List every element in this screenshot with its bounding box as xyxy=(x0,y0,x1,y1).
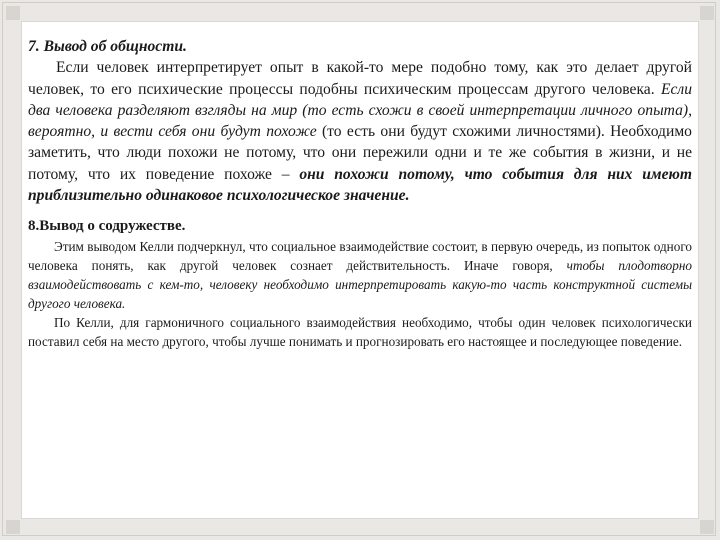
corner-decoration xyxy=(700,6,714,20)
section-paragraph: По Келли, для гармоничного социального взаимодействия необходимо, чтобы один человек психологически поставил себя на место другого, чтобы лучше понимать и прогнозировать его настоящее и последующее поведение. xyxy=(28,315,692,350)
corner-decoration xyxy=(6,6,20,20)
section-heading: 7. Вывод об общности. xyxy=(28,38,187,55)
slide xyxy=(22,22,698,518)
italic-run: чтобы плодотворно взаимодействовать с кем-то, человеку необходимо интерпретировать какую-то часть конструктной системы другого человека. xyxy=(28,258,693,312)
section-heading: 8.Вывод о содружестве. xyxy=(28,218,186,235)
text-run: (то есть они будут схожими личностями). Необходимо заметить, что люди похожи не потому, что они пережили одни и те же события в жизни, и не потому, что их поведение похоже – xyxy=(28,123,692,183)
text-run: Этим выводом Келли подчеркнул, что социальное взаимодействие состоит, в первую очередь, из попыток одного человека понять, как другой человек сознает действительность. Иначе говоря, xyxy=(28,239,692,274)
section-community xyxy=(28,36,692,206)
italic-run: Если два человека разделяют взгляды на мир (то есть схожи в своей интерпретации личного опыта), вероятно, и вести себя они будут похоже xyxy=(28,80,692,141)
bold-italic-run: они похожи потому, что события для них имеют приблизительно одинаковое психологическое значение. xyxy=(28,165,693,205)
slide-content xyxy=(28,36,692,351)
section-fellowship xyxy=(28,217,692,351)
section-paragraph xyxy=(28,237,692,313)
text-run: Если человек интерпретирует опыт в какой-то мере подобно тому, как это делает другой человек, то его психические процессы подобны психическим процессам другого человека. xyxy=(28,59,692,98)
corner-decoration xyxy=(700,520,714,534)
corner-decoration xyxy=(6,520,20,534)
section-paragraph xyxy=(28,57,692,206)
